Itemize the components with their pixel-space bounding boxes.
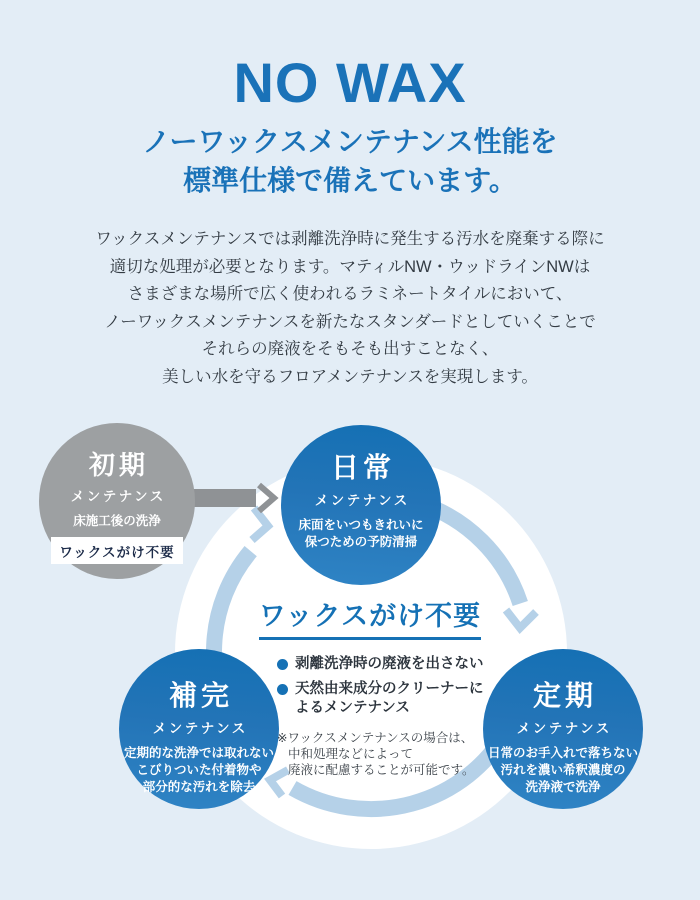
ring-chevron-up-icon bbox=[252, 508, 268, 540]
benefit-item: 天然由来成分のクリーナーに よるメンテナンス bbox=[277, 680, 515, 718]
periodic-desc: 日常のお手入れで落ちない 汚れを濃い希釈濃度の 洗浄液で洗浄 bbox=[487, 746, 638, 794]
intro-line: 美しい水を守るフロアメンテナンスを実現します。 bbox=[162, 367, 538, 386]
bullet-dot-icon bbox=[277, 684, 288, 695]
daily-category: メンテナンス bbox=[314, 493, 410, 508]
intro-line: 適切な処理が必要となります。マティルNW・ウッドラインNWは bbox=[109, 257, 591, 276]
daily-maintenance-circle bbox=[281, 425, 441, 585]
periodic-title: 定期 bbox=[532, 680, 597, 711]
benefit-list bbox=[225, 655, 515, 718]
supplement-desc: 定期的な洗浄では取れない こびりついた付着物や 部分的な汚れを除去 bbox=[123, 746, 274, 794]
intro-line: ワックスメンテナンスでは剥離洗浄時に発生する汚水を廃棄する際に bbox=[95, 230, 605, 248]
initial-desc: 床施工後の洗浄 bbox=[73, 514, 161, 528]
initial-category: メンテナンス bbox=[70, 489, 166, 504]
intro-line: ノーワックスメンテナンスを新たなスタンダードとしていくことで bbox=[104, 312, 596, 331]
initial-title: 初期 bbox=[88, 450, 149, 480]
periodic-category: メンテナンス bbox=[516, 721, 612, 736]
subtitle-line: ノーワックスメンテナンス性能を bbox=[142, 126, 558, 157]
no-wax-badge: ワックスがけ不要 bbox=[51, 537, 182, 564]
subtitle-line: 標準仕様で備えています。 bbox=[183, 165, 517, 196]
intro-line: それらの廃液をそもそも出すことなく、 bbox=[201, 340, 499, 358]
supplement-title: 補完 bbox=[168, 680, 233, 711]
bullet-dot-icon bbox=[277, 659, 288, 670]
initial-maintenance-circle bbox=[39, 423, 195, 579]
cycle-center-content bbox=[225, 594, 515, 778]
benefit-item: 剥離洗浄時の廃液を出さない bbox=[277, 655, 515, 674]
center-heading: ワックスがけ不要 bbox=[259, 594, 481, 640]
daily-desc: 床面をいつもきれいに 保つための予防清掃 bbox=[298, 518, 424, 549]
intro-line: さまざまな場所で広く使われるラミネートタイルにおいて、 bbox=[127, 285, 573, 303]
page-title: NO WAX bbox=[233, 51, 467, 114]
daily-title: 日常 bbox=[330, 452, 395, 483]
footnote: ※ワックスメンテナンスの場合は、 中和処理などによって 廃液に配慮することが可能です。 bbox=[277, 731, 475, 777]
supplement-category: メンテナンス bbox=[152, 721, 248, 736]
initial-to-daily-arrow-chevron-icon bbox=[259, 485, 274, 511]
